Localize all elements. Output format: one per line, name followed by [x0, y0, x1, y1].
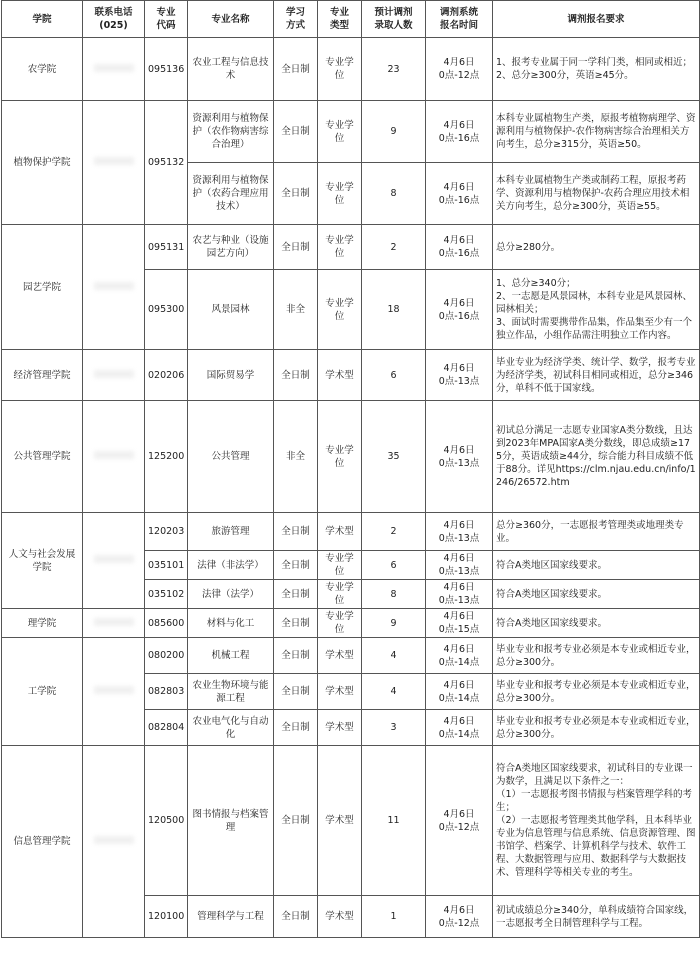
table-row — [2, 609, 700, 638]
req-cell: 初试总分满足一志愿专业国家A类分数线，且达到2023年MPA国家A类分数线，即总成绩≥175分，英语成绩≥44分，综合能力科目成绩不低于88分。详见https://clm.njau.edu.cn/info/1246/26572.htm — [493, 401, 700, 513]
type-cell: 专业学位 — [318, 38, 362, 101]
req-cell: 毕业专业和报考专业必须是本专业或相近专业，总分≥300分。 — [493, 638, 700, 674]
time-cell: 4月6日 0点-12点 — [426, 38, 493, 101]
college-cell: 工学院 — [2, 638, 83, 746]
major-cell: 机械工程 — [188, 638, 274, 674]
major-cell: 农业工程与信息技术 — [188, 38, 274, 101]
req-cell: 符合A类地区国家线要求。 — [493, 609, 700, 638]
code-cell: 120203 — [145, 513, 188, 551]
college-cell: 园艺学院 — [2, 225, 83, 350]
time-cell: 4月6日 0点-14点 — [426, 710, 493, 746]
type-cell: 专业学位 — [318, 551, 362, 580]
time-cell: 4月6日 0点-12点 — [426, 746, 493, 896]
header-num: 预计调剂 录取人数 — [362, 1, 426, 38]
req-cell: 符合A类地区国家线要求。 — [493, 580, 700, 609]
header-req: 调剂报名要求 — [493, 1, 700, 38]
type-cell: 学术型 — [318, 350, 362, 401]
college-cell: 植物保护学院 — [2, 101, 83, 225]
header-time: 调剂系统 报名时间 — [426, 1, 493, 38]
time-cell: 4月6日 0点-14点 — [426, 638, 493, 674]
major-cell: 材料与化工 — [188, 609, 274, 638]
type-cell: 专业学位 — [318, 609, 362, 638]
major-cell: 管理科学与工程 — [188, 896, 274, 938]
req-cell: 毕业专业和报考专业必须是本专业或相近专业，总分≥300分。 — [493, 710, 700, 746]
phone-cell — [83, 101, 145, 225]
type-cell: 专业学位 — [318, 580, 362, 609]
mode-cell: 全日制 — [274, 551, 318, 580]
college-cell: 经济管理学院 — [2, 350, 83, 401]
table-row — [2, 513, 700, 551]
college-cell: 信息管理学院 — [2, 746, 83, 938]
mode-cell: 全日制 — [274, 896, 318, 938]
mode-cell: 全日制 — [274, 674, 318, 710]
code-cell: 085600 — [145, 609, 188, 638]
num-cell: 8 — [362, 580, 426, 609]
phone-cell — [83, 513, 145, 609]
table-row — [2, 350, 700, 401]
code-cell: 095131 — [145, 225, 188, 270]
num-cell: 4 — [362, 674, 426, 710]
type-cell: 学术型 — [318, 746, 362, 896]
adjustment-table — [1, 0, 700, 938]
code-cell: 120500 — [145, 746, 188, 896]
num-cell: 6 — [362, 551, 426, 580]
major-cell: 法律（非法学） — [188, 551, 274, 580]
num-cell: 4 — [362, 638, 426, 674]
num-cell: 6 — [362, 350, 426, 401]
time-cell: 4月6日 0点-13点 — [426, 350, 493, 401]
mode-cell: 全日制 — [274, 710, 318, 746]
college-cell: 理学院 — [2, 609, 83, 638]
phone-cell — [83, 38, 145, 101]
major-cell: 国际贸易学 — [188, 350, 274, 401]
code-cell: 095132 — [145, 101, 188, 225]
type-cell: 专业学位 — [318, 401, 362, 513]
num-cell: 9 — [362, 101, 426, 163]
mode-cell: 全日制 — [274, 580, 318, 609]
major-cell: 旅游管理 — [188, 513, 274, 551]
mode-cell: 非全 — [274, 401, 318, 513]
time-cell: 4月6日 0点-13点 — [426, 580, 493, 609]
major-cell: 资源利用与植物保护（农药合理应用技术） — [188, 163, 274, 225]
major-cell: 图书情报与档案管理 — [188, 746, 274, 896]
num-cell: 23 — [362, 38, 426, 101]
header-college: 学院 — [2, 1, 83, 38]
major-cell: 法律（法学） — [188, 580, 274, 609]
major-cell: 风景园林 — [188, 270, 274, 350]
num-cell: 9 — [362, 609, 426, 638]
type-cell: 学术型 — [318, 513, 362, 551]
mode-cell: 全日制 — [274, 609, 318, 638]
type-cell: 专业学位 — [318, 270, 362, 350]
num-cell: 8 — [362, 163, 426, 225]
mode-cell: 全日制 — [274, 746, 318, 896]
mode-cell: 全日制 — [274, 163, 318, 225]
type-cell: 专业学位 — [318, 225, 362, 270]
time-cell: 4月6日 0点-16点 — [426, 101, 493, 163]
type-cell: 专业学位 — [318, 163, 362, 225]
req-cell: 本科专业属植物生产类或制药工程，原报考药学、资源利用与植物保护-农药合理应用技术相关方向考生，总分≥300分，英语≥55。 — [493, 163, 700, 225]
header-major: 专业名称 — [188, 1, 274, 38]
num-cell: 3 — [362, 710, 426, 746]
college-cell: 人文与社会发展学院 — [2, 513, 83, 609]
time-cell: 4月6日 0点-13点 — [426, 513, 493, 551]
req-cell: 1、报考专业属于同一学科门类，相同或相近；2、总分≥300分，英语≥45分。 — [493, 38, 700, 101]
college-cell: 公共管理学院 — [2, 401, 83, 513]
code-cell: 082803 — [145, 674, 188, 710]
phone-cell — [83, 401, 145, 513]
req-cell: 毕业专业为经济学类、统计学、数学，报考专业为经济学类，初试科目相同或相近，总分≥346分，单科不低于国家线。 — [493, 350, 700, 401]
phone-cell — [83, 225, 145, 350]
time-cell: 4月6日 0点-15点 — [426, 609, 493, 638]
code-cell: 035102 — [145, 580, 188, 609]
mode-cell: 全日制 — [274, 38, 318, 101]
mode-cell: 全日制 — [274, 638, 318, 674]
major-cell: 农业电气化与自动化 — [188, 710, 274, 746]
table-row — [2, 38, 700, 101]
req-cell: 本科专业属植物生产类，原报考植物病理学、资源利用与植物保护-农作物病害综合治理相关方向考生，总分≥315分，英语≥50。 — [493, 101, 700, 163]
header-type: 专业 类型 — [318, 1, 362, 38]
code-cell: 095136 — [145, 38, 188, 101]
time-cell: 4月6日 0点-13点 — [426, 551, 493, 580]
code-cell: 080200 — [145, 638, 188, 674]
college-cell: 农学院 — [2, 38, 83, 101]
table-row — [2, 401, 700, 513]
req-cell: 符合A类地区国家线要求。 — [493, 551, 700, 580]
time-cell: 4月6日 0点-16点 — [426, 163, 493, 225]
num-cell: 1 — [362, 896, 426, 938]
req-cell: 总分≥360分，一志愿报考管理类或地理类专业。 — [493, 513, 700, 551]
type-cell: 学术型 — [318, 710, 362, 746]
code-cell: 020206 — [145, 350, 188, 401]
major-cell: 公共管理 — [188, 401, 274, 513]
time-cell: 4月6日 0点-16点 — [426, 270, 493, 350]
major-cell: 农艺与种业（设施园艺方向） — [188, 225, 274, 270]
type-cell: 专业学位 — [318, 101, 362, 163]
time-cell: 4月6日 0点-12点 — [426, 896, 493, 938]
req-cell: 毕业专业和报考专业必须是本专业或相近专业，总分≥300分。 — [493, 674, 700, 710]
header-row — [2, 1, 700, 38]
code-cell: 095300 — [145, 270, 188, 350]
num-cell: 11 — [362, 746, 426, 896]
time-cell: 4月6日 0点-14点 — [426, 674, 493, 710]
code-cell: 125200 — [145, 401, 188, 513]
num-cell: 18 — [362, 270, 426, 350]
code-cell: 120100 — [145, 896, 188, 938]
phone-cell — [83, 350, 145, 401]
phone-cell — [83, 638, 145, 746]
time-cell: 4月6日 0点-16点 — [426, 225, 493, 270]
mode-cell: 全日制 — [274, 513, 318, 551]
num-cell: 2 — [362, 513, 426, 551]
num-cell: 35 — [362, 401, 426, 513]
phone-cell — [83, 609, 145, 638]
time-cell: 4月6日 0点-13点 — [426, 401, 493, 513]
header-code: 专业 代码 — [145, 1, 188, 38]
req-cell: 符合A类地区国家线要求，初试科目的专业课一为数学，且满足以下条件之一： （1）一志愿报考图书情报与档案管理学科的考生； （2）一志愿报考管理类其他学科，且本科毕业专业为信息管理与信息系统、信息资源管理、图书馆学、档案学、计算机科学与技术、软件工程、大数据管理与应用、数据科学与大数据技术、管理科学等相关专业的考生。 — [493, 746, 700, 896]
header-phone: 联系电话 (025) — [83, 1, 145, 38]
mode-cell: 非全 — [274, 270, 318, 350]
mode-cell: 全日制 — [274, 101, 318, 163]
type-cell: 学术型 — [318, 896, 362, 938]
type-cell: 学术型 — [318, 674, 362, 710]
code-cell: 035101 — [145, 551, 188, 580]
phone-cell — [83, 746, 145, 938]
req-cell: 初试成绩总分≥340分，单科成绩符合国家线，一志愿报考全日制管理科学与工程。 — [493, 896, 700, 938]
table-row — [2, 225, 700, 270]
table-row — [2, 101, 700, 163]
table-row — [2, 746, 700, 896]
mode-cell: 全日制 — [274, 225, 318, 270]
req-cell: 1、总分≥340分； 2、一志愿是风景园林，本科专业是风景园林、园林相关； 3、面试时需要携带作品集，作品集至少有一个独立作品，小组作品需注明独立工作内容。 — [493, 270, 700, 350]
type-cell: 学术型 — [318, 638, 362, 674]
major-cell: 资源利用与植物保护（农作物病害综合治理） — [188, 101, 274, 163]
major-cell: 农业生物环境与能源工程 — [188, 674, 274, 710]
code-cell: 082804 — [145, 710, 188, 746]
header-mode: 学习 方式 — [274, 1, 318, 38]
req-cell: 总分≥280分。 — [493, 225, 700, 270]
mode-cell: 全日制 — [274, 350, 318, 401]
table-row — [2, 638, 700, 674]
num-cell: 2 — [362, 225, 426, 270]
